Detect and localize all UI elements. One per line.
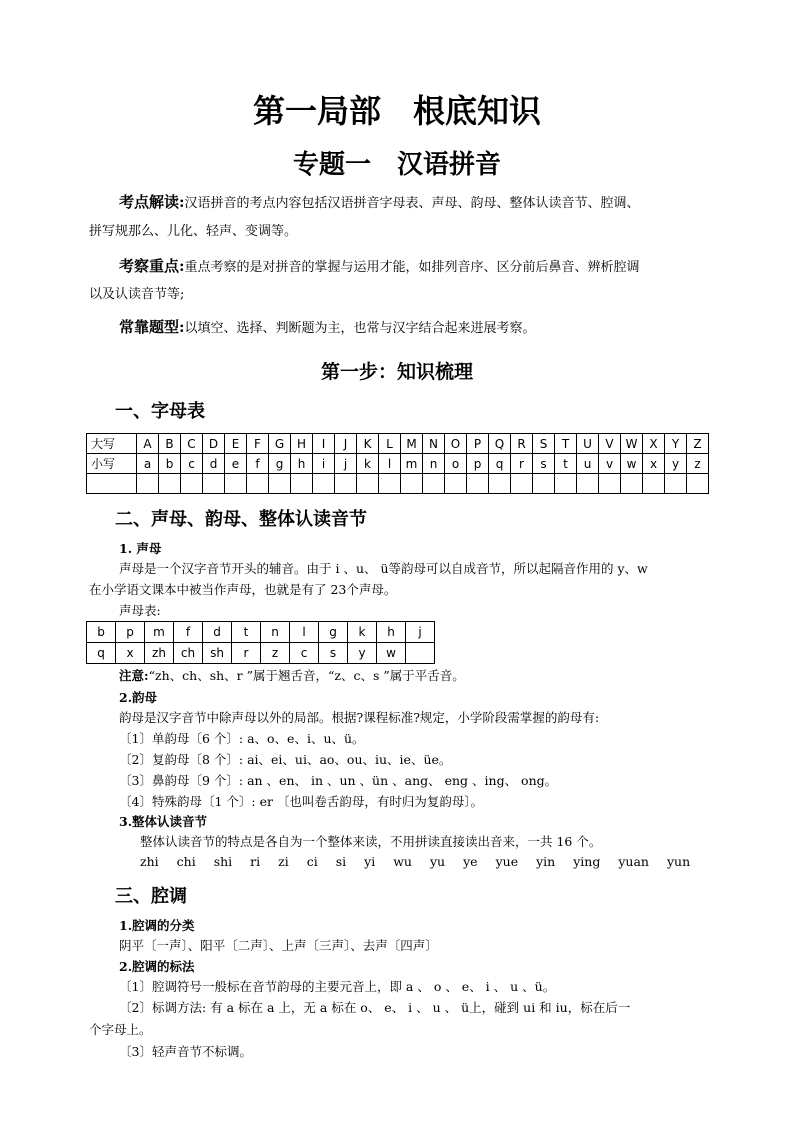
alphabet-empty-cell xyxy=(159,474,181,494)
syllable: ying xyxy=(573,854,601,869)
alphabet-lower-cell: f xyxy=(247,454,269,474)
alphabet-empty-cell xyxy=(291,474,313,494)
alphabet-empty-cell xyxy=(203,474,225,494)
alphabet-upper-cell: L xyxy=(379,434,401,454)
alphabet-empty-cell xyxy=(313,474,335,494)
shengmu-row-1 xyxy=(87,622,435,643)
alphabet-upper-cell: D xyxy=(203,434,225,454)
alphabet-lower-cell: t xyxy=(555,454,577,474)
alphabet-upper-cell: V xyxy=(599,434,621,454)
alphabet-lower-cell: l xyxy=(379,454,401,474)
alphabet-empty-cell xyxy=(577,474,599,494)
syllable: zi xyxy=(278,854,289,869)
yunmu-item3: 〔3〕鼻韵母〔9 个〕: an 、en、 in 、un 、ün 、ang、 eng 、ing、 ong。 xyxy=(119,773,558,788)
shengmu-cell: j xyxy=(406,622,435,643)
syllable: ri xyxy=(250,854,261,869)
shengmu-row-2 xyxy=(87,643,435,664)
alphabet-empty-cell xyxy=(511,474,533,494)
alphabet-lower-cell: p xyxy=(467,454,489,474)
alphabet-lower-cell: v xyxy=(599,454,621,474)
intro-p2-line1: 考察重点:重点考察的是对拼音的掌握与运用才能，如排列音序、区分前后鼻音、辨析腔调 xyxy=(119,257,640,275)
alphabet-upper-cell: K xyxy=(357,434,379,454)
page-subtitle: 专题一 汉语拼音 xyxy=(292,150,501,180)
alphabet-empty-cell xyxy=(401,474,423,494)
shengmu-cell: c xyxy=(290,643,319,664)
alphabet-lower-cell: h xyxy=(291,454,313,474)
shengmu-cell: w xyxy=(377,643,406,664)
shengmu-cell: h xyxy=(377,622,406,643)
syllable: yun xyxy=(666,854,691,869)
page-title: 第一局部 根底知识 xyxy=(252,92,541,130)
zhengti-line1: 整体认读音节的特点是各自为一个整体来读，不用拼读直接读出音来，一共 16 个。 xyxy=(140,834,602,849)
intro-p1-line1: 考点解读:汉语拼音的考点内容包括汉语拼音字母表、声母、韵母、整体认读音节、腔调、 xyxy=(119,193,640,211)
alphabet-empty-cell xyxy=(247,474,269,494)
alphabet-empty-cell xyxy=(489,474,511,494)
intro-p2-label: 考察重点: xyxy=(119,257,185,275)
alphabet-upper-cell: R xyxy=(511,434,533,454)
alphabet-upper-cell: B xyxy=(159,434,181,454)
alphabet-empty-cell xyxy=(643,474,665,494)
alphabet-lower-cell: b xyxy=(159,454,181,474)
alphabet-lower-cell: u xyxy=(577,454,599,474)
tone-item2b: 个字母上。 xyxy=(89,1022,152,1037)
alphabet-lower-cell: e xyxy=(225,454,247,474)
shengmu-cell: k xyxy=(348,622,377,643)
alphabet-empty-cell xyxy=(599,474,621,494)
syllable: wu xyxy=(393,854,412,869)
alphabet-upper-cell: A xyxy=(137,434,159,454)
shengmu-cell: g xyxy=(319,622,348,643)
alphabet-upper-cell: H xyxy=(291,434,313,454)
alphabet-lower-cell: k xyxy=(357,454,379,474)
shengmu-line2: 在小学语文课本中被当作声母，也就是有了 23个声母。 xyxy=(89,582,397,597)
shengmu-cell: x xyxy=(116,643,145,664)
alphabet-lower-cell: q xyxy=(489,454,511,474)
alphabet-lower-cell: y xyxy=(665,454,687,474)
step-title: 第一步：知识梳理 xyxy=(320,361,473,383)
shengmu-cell: r xyxy=(232,643,261,664)
section-alphabet-title: 一、字母表 xyxy=(115,401,205,422)
shengmu-cell: sh xyxy=(203,643,232,664)
alphabet-upper-cell: X xyxy=(643,434,665,454)
alphabet-empty-cell xyxy=(665,474,687,494)
shengmu-cell: n xyxy=(261,622,290,643)
syllable: yue xyxy=(495,854,519,869)
alphabet-upper-cell: U xyxy=(577,434,599,454)
note-label: 注意: xyxy=(119,668,149,683)
alphabet-empty-cell xyxy=(137,474,159,494)
shengmu-cell: p xyxy=(116,622,145,643)
alphabet-empty-row xyxy=(87,474,709,494)
tone-heading-2: 2.腔调的标法 xyxy=(119,959,195,974)
alphabet-lower-cell: d xyxy=(203,454,225,474)
shengmu-cell: b xyxy=(87,622,116,643)
alphabet-empty-cell xyxy=(87,474,137,494)
alphabet-upper-cell: E xyxy=(225,434,247,454)
syllable: yu xyxy=(429,854,446,869)
syllable: ci xyxy=(306,854,318,869)
shengmu-cell: q xyxy=(87,643,116,664)
alphabet-empty-cell xyxy=(225,474,247,494)
shengmu-cell: t xyxy=(232,622,261,643)
shengmu-line1: 声母是一个汉字音节开头的辅音。由于 i 、u、 ü等韵母可以自成音节，所以起隔音作用的 y、w xyxy=(119,561,648,576)
yunmu-heading: 2.韵母 xyxy=(119,690,158,705)
alphabet-upper-cell: Z xyxy=(687,434,709,454)
alphabet-upper-row xyxy=(87,434,709,454)
alphabet-lower-cell: g xyxy=(269,454,291,474)
yunmu-item4: 〔4〕特殊韵母〔1 个〕: er 〔也叫卷舌韵母，有时归为复韵母〕。 xyxy=(119,794,484,809)
alphabet-empty-cell xyxy=(445,474,467,494)
alphabet-upper-cell: C xyxy=(181,434,203,454)
yunmu-item1: 〔1〕单韵母〔6 个〕: a、o、e、i、u、ü。 xyxy=(119,731,365,746)
shengmu-cell: d xyxy=(203,622,232,643)
section-tone-title: 三、腔调 xyxy=(115,886,187,907)
alphabet-empty-cell xyxy=(423,474,445,494)
tone-item3: 〔3〕轻声音节不标调。 xyxy=(119,1044,252,1059)
alphabet-upper-cell: N xyxy=(423,434,445,454)
shengmu-note: 注意:“zh、ch、sh、r ”属于翘舌音，“z、c、s ”属于平舌音。 xyxy=(119,668,465,683)
tone-item2a: 〔2〕标调方法: 有 a 标在 a 上，无 a 标在 o、 e、 i 、 u 、 ü上，碰到 ui 和 iu，标在后一 xyxy=(119,1000,631,1015)
alphabet-lower-cell: i xyxy=(313,454,335,474)
shengmu-cell: m xyxy=(145,622,174,643)
shengmu-cell: ch xyxy=(174,643,203,664)
shengmu-cell: s xyxy=(319,643,348,664)
alphabet-empty-cell xyxy=(335,474,357,494)
alphabet-empty-cell xyxy=(181,474,203,494)
shengmu-cell xyxy=(406,643,435,664)
alphabet-lower-cell: r xyxy=(511,454,533,474)
alphabet-upper-cell: M xyxy=(401,434,423,454)
syllable: shi xyxy=(213,854,233,869)
alphabet-lower-cell: c xyxy=(181,454,203,474)
syllable: zhi xyxy=(140,854,159,869)
alphabet-empty-cell xyxy=(357,474,379,494)
shengmu-table xyxy=(86,621,435,664)
alphabet-upper-cell: W xyxy=(621,434,643,454)
alphabet-lower-cell: m xyxy=(401,454,423,474)
alphabet-lower-cell: n xyxy=(423,454,445,474)
alphabet-empty-cell xyxy=(379,474,401,494)
alphabet-upper-cell: Y xyxy=(665,434,687,454)
shengmu-cell: y xyxy=(348,643,377,664)
alphabet-upper-cell: P xyxy=(467,434,489,454)
alphabet-lower-cell: z xyxy=(687,454,709,474)
shengmu-cell: l xyxy=(290,622,319,643)
alphabet-lower-cell: s xyxy=(533,454,555,474)
alphabet-empty-cell xyxy=(269,474,291,494)
alphabet-lower-cell: w xyxy=(621,454,643,474)
zhengti-heading: 3.整体认读音节 xyxy=(119,814,208,829)
alphabet-lower-cell: a xyxy=(137,454,159,474)
shengmu-cell: z xyxy=(261,643,290,664)
intro-p2-line2: 以及认读音节等; xyxy=(89,287,185,302)
tone-line1: 阴平〔一声〕、阳平〔二声〕、上声〔三声〕、去声〔四声〕 xyxy=(119,938,438,953)
zhengti-syllables xyxy=(140,854,708,869)
alphabet-lower-cell: x xyxy=(643,454,665,474)
alphabet-upper-cell: Q xyxy=(489,434,511,454)
alphabet-table xyxy=(86,433,709,494)
section-shengyun-title: 二、声母、韵母、整体认读音节 xyxy=(115,509,367,530)
alphabet-upper-cell: G xyxy=(269,434,291,454)
shengmu-cell: f xyxy=(174,622,203,643)
alphabet-lower-cell: o xyxy=(445,454,467,474)
syllable: yin xyxy=(536,854,556,869)
shengmu-heading: 1. 声母 xyxy=(119,541,162,556)
alphabet-empty-cell xyxy=(555,474,577,494)
yunmu-item2: 〔2〕复韵母〔8 个〕: ai、ei、ui、ao、ou、iu、ie、üe。 xyxy=(119,752,452,767)
alphabet-empty-cell xyxy=(467,474,489,494)
syllable: chi xyxy=(176,854,196,869)
alphabet-upper-cell: S xyxy=(533,434,555,454)
shengmu-cell: zh xyxy=(145,643,174,664)
alphabet-upper-cell: T xyxy=(555,434,577,454)
alphabet-upper-label: 大写 xyxy=(87,434,137,454)
alphabet-empty-cell xyxy=(687,474,709,494)
alphabet-empty-cell xyxy=(621,474,643,494)
intro-p3-label: 常靠题型: xyxy=(119,318,185,336)
intro-p1-label: 考点解读: xyxy=(119,193,185,211)
syllable: ye xyxy=(463,854,478,869)
tone-heading-1: 1.腔调的分类 xyxy=(119,918,195,933)
alphabet-lower-row xyxy=(87,454,709,474)
shengmu-table-label: 声母表: xyxy=(119,603,161,618)
syllable: yi xyxy=(364,854,376,869)
alphabet-empty-cell xyxy=(533,474,555,494)
intro-p1-line2: 拼写规那么、儿化、轻声、变调等。 xyxy=(89,224,298,239)
alphabet-upper-cell: F xyxy=(247,434,269,454)
yunmu-line1: 韵母是汉字音节中除声母以外的局部。根据?课程标准?规定，小学阶段需掌握的韵母有: xyxy=(119,710,600,725)
alphabet-upper-cell: J xyxy=(335,434,357,454)
tone-item1: 〔1〕腔调符号一般标在音节韵母的主要元音上，即 a 、 o 、 e、 i 、 u 、ü。 xyxy=(119,979,556,994)
alphabet-upper-cell: O xyxy=(445,434,467,454)
syllable: yuan xyxy=(618,854,649,869)
alphabet-lower-cell: j xyxy=(335,454,357,474)
alphabet-upper-cell: I xyxy=(313,434,335,454)
syllable: si xyxy=(335,854,347,869)
alphabet-lower-label: 小写 xyxy=(87,454,137,474)
intro-p3-line1: 常靠题型:以填空、选择、判断题为主，也常与汉字结合起来进展考察。 xyxy=(119,318,536,336)
